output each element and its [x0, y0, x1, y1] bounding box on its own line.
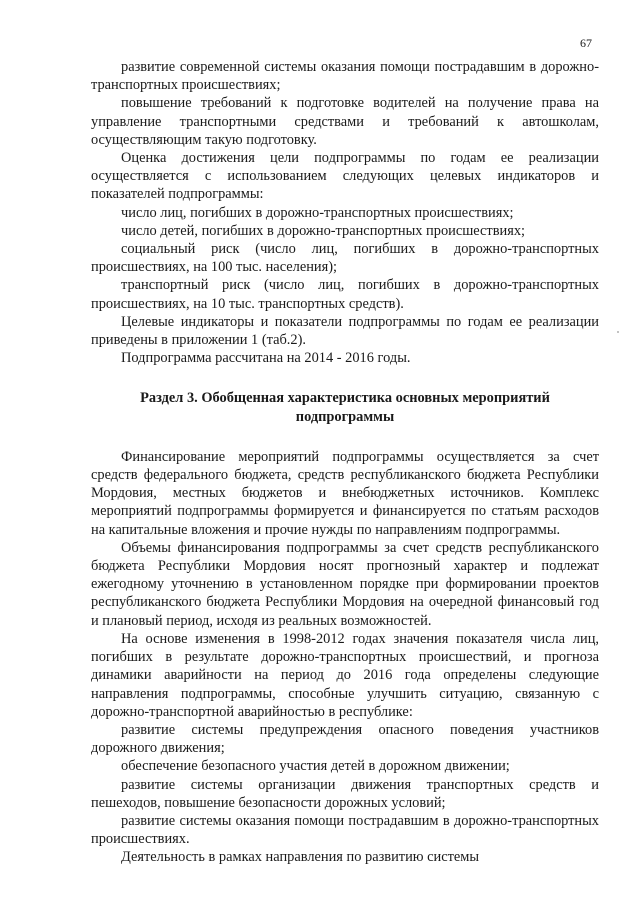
paragraph: Деятельность в рамках направления по развитию системы — [121, 849, 480, 866]
scan-margin-mark — [617, 331, 619, 333]
paragraph: транспортный риск (число лиц, погибших в дорожно-транспортных происшествиях, на 10 тыс. транспортных средств). — [91, 277, 599, 312]
paragraph: Подпрограмма рассчитана на 2014 - 2016 годы. — [121, 350, 411, 367]
paragraph: развитие современной системы оказания помощи пострадавшим в дорожно-транспортных происшествиях; — [91, 59, 599, 94]
paragraph: развитие системы оказания помощи пострадавшим в дорожно-транспортных происшествиях. — [91, 812, 599, 848]
paragraph: социальный риск (число лиц, погибших в дорожно-транспортных происшествиях, на 100 тыс. населения); — [91, 241, 599, 276]
section-heading — [91, 389, 599, 425]
paragraph: развитие системы организации движения транспортных средств и пешеходов, повышение безопасности дорожных условий; — [91, 776, 599, 811]
paragraph: обеспечение безопасного участия детей в дорожном движении; — [121, 758, 510, 775]
paragraph: Объемы финансирования подпрограммы за счет средств республиканского бюджета Республики Мордовия носят прогнозный характер и подлежат ежегодному уточнению в установленном порядке при формировании проектов республиканского бюджета Республики Мордовия на очередной финансовый год и плановый период, исходя из реальных возможностей. — [91, 539, 599, 629]
paragraph: развитие системы предупреждения опасного поведения участников дорожного движения; — [91, 721, 599, 757]
paragraph: число детей, погибших в дорожно-транспортных происшествиях; — [121, 222, 526, 239]
paragraph: число лиц, погибших в дорожно-транспортных происшествиях; — [121, 204, 514, 221]
paragraph: Оценка достижения цели подпрограммы по годам ее реализации осуществляется с использованием следующих целевых индикаторов и показателей подпрограммы: — [91, 150, 599, 203]
section-heading-line: Раздел 3. Обобщенная характеристика основных мероприятий — [140, 390, 550, 407]
paragraph: Целевые индикаторы и показатели подпрограммы по годам ее реализации приведены в приложении 1 (таб.2). — [91, 313, 599, 349]
page-number: 67 — [580, 36, 592, 50]
paragraph: повышение требований к подготовке водителей на получение права на управление транспортными средствами и требований к автошколам, осуществляющим такую подготовку. — [91, 95, 599, 148]
paragraph: Финансирование мероприятий подпрограммы осуществляется за счет средств федерального бюджета, средств республиканского бюджета Республики Мордовия, местных бюджетов и внебюджетных источников. Комплекс мероприятий подпрограммы формируется и финансируется по статьям расходов на капитальные вложения и прочие нужды по направлениям подпрограммы. — [91, 448, 599, 538]
section-heading-line: подпрограммы — [295, 408, 395, 425]
page-body — [91, 58, 599, 867]
paragraph: На основе изменения в 1998-2012 годах значения показателя числа лиц, погибших в результате дорожно-транспортных происшествий, и прогноза динамики аварийности на период до 2016 года определены следующие направления подпрограммы, способные улучшить ситуацию, связанную с дорожно-транспортной аварийностью в республике: — [91, 630, 599, 720]
